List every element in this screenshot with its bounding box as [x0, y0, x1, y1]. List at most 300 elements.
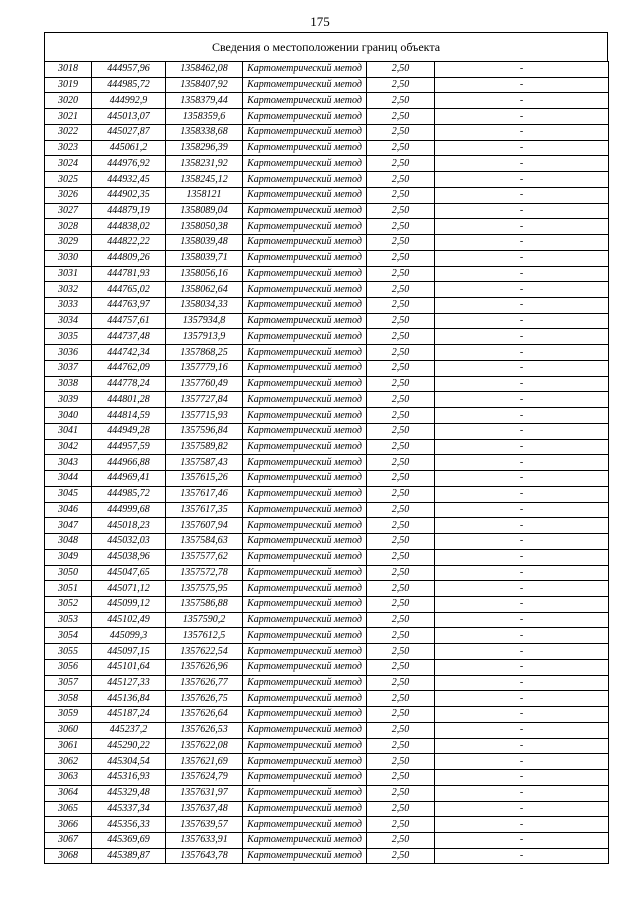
point-number-cell: 3026: [45, 187, 92, 203]
method-cell: Картометрический метод: [243, 518, 367, 534]
accuracy-cell: 2,50: [367, 659, 435, 675]
y-coordinate-cell: 1358338,68: [166, 124, 243, 140]
description-cell: -: [435, 408, 609, 424]
y-coordinate-cell: 1357913,9: [166, 329, 243, 345]
y-coordinate-cell: 1357617,46: [166, 486, 243, 502]
table-row: [45, 77, 609, 93]
point-number-cell: 3030: [45, 250, 92, 266]
y-coordinate-cell: 1357637,48: [166, 801, 243, 817]
table-row: [45, 172, 609, 188]
point-number-cell: 3038: [45, 376, 92, 392]
point-number-cell: 3049: [45, 549, 92, 565]
accuracy-cell: 2,50: [367, 534, 435, 550]
x-coordinate-cell: 445032,03: [92, 534, 166, 550]
accuracy-cell: 2,50: [367, 329, 435, 345]
x-coordinate-cell: 444801,28: [92, 392, 166, 408]
y-coordinate-cell: 1357589,82: [166, 439, 243, 455]
x-coordinate-cell: 444932,45: [92, 172, 166, 188]
y-coordinate-cell: 1357577,62: [166, 549, 243, 565]
y-coordinate-cell: 1357779,16: [166, 360, 243, 376]
method-cell: Картометрический метод: [243, 471, 367, 487]
x-coordinate-cell: 445187,24: [92, 707, 166, 723]
description-cell: -: [435, 691, 609, 707]
accuracy-cell: 2,50: [367, 62, 435, 78]
table-row: [45, 109, 609, 125]
accuracy-cell: 2,50: [367, 219, 435, 235]
method-cell: Картометрический метод: [243, 156, 367, 172]
description-cell: -: [435, 659, 609, 675]
point-number-cell: 3067: [45, 832, 92, 848]
y-coordinate-cell: 1358050,38: [166, 219, 243, 235]
method-cell: Картометрический метод: [243, 408, 367, 424]
method-cell: Картометрический метод: [243, 109, 367, 125]
y-coordinate-cell: 1357575,95: [166, 581, 243, 597]
point-number-cell: 3040: [45, 408, 92, 424]
y-coordinate-cell: 1358062,64: [166, 282, 243, 298]
table-row: [45, 313, 609, 329]
description-cell: -: [435, 392, 609, 408]
y-coordinate-cell: 1357934,8: [166, 313, 243, 329]
x-coordinate-cell: 445304,54: [92, 754, 166, 770]
method-cell: Картометрический метод: [243, 832, 367, 848]
accuracy-cell: 2,50: [367, 156, 435, 172]
method-cell: Картометрический метод: [243, 392, 367, 408]
accuracy-cell: 2,50: [367, 518, 435, 534]
point-number-cell: 3018: [45, 62, 92, 78]
table-row: [45, 471, 609, 487]
point-number-cell: 3023: [45, 140, 92, 156]
point-number-cell: 3032: [45, 282, 92, 298]
point-number-cell: 3019: [45, 77, 92, 93]
boundary-coordinates-sheet: [44, 32, 608, 864]
point-number-cell: 3047: [45, 518, 92, 534]
table-row: [45, 565, 609, 581]
accuracy-cell: 2,50: [367, 628, 435, 644]
x-coordinate-cell: 445136,84: [92, 691, 166, 707]
accuracy-cell: 2,50: [367, 754, 435, 770]
table-row: [45, 801, 609, 817]
y-coordinate-cell: 1357615,26: [166, 471, 243, 487]
accuracy-cell: 2,50: [367, 801, 435, 817]
method-cell: Картометрический метод: [243, 848, 367, 864]
x-coordinate-cell: 444949,28: [92, 423, 166, 439]
accuracy-cell: 2,50: [367, 832, 435, 848]
point-number-cell: 3052: [45, 596, 92, 612]
description-cell: -: [435, 455, 609, 471]
accuracy-cell: 2,50: [367, 298, 435, 314]
point-number-cell: 3041: [45, 423, 92, 439]
accuracy-cell: 2,50: [367, 360, 435, 376]
method-cell: Картометрический метод: [243, 203, 367, 219]
y-coordinate-cell: 1358296,39: [166, 140, 243, 156]
description-cell: -: [435, 187, 609, 203]
accuracy-cell: 2,50: [367, 392, 435, 408]
x-coordinate-cell: 445099,12: [92, 596, 166, 612]
accuracy-cell: 2,50: [367, 455, 435, 471]
x-coordinate-cell: 445027,87: [92, 124, 166, 140]
table-row: [45, 235, 609, 251]
table-row: [45, 345, 609, 361]
method-cell: Картометрический метод: [243, 596, 367, 612]
point-number-cell: 3066: [45, 817, 92, 833]
method-cell: Картометрический метод: [243, 140, 367, 156]
point-number-cell: 3057: [45, 675, 92, 691]
table-row: [45, 707, 609, 723]
point-number-cell: 3060: [45, 722, 92, 738]
method-cell: Картометрический метод: [243, 93, 367, 109]
description-cell: -: [435, 534, 609, 550]
point-number-cell: 3048: [45, 534, 92, 550]
table-row: [45, 250, 609, 266]
y-coordinate-cell: 1357587,43: [166, 455, 243, 471]
table-row: [45, 770, 609, 786]
table-row: [45, 817, 609, 833]
description-cell: -: [435, 518, 609, 534]
accuracy-cell: 2,50: [367, 250, 435, 266]
table-row: [45, 266, 609, 282]
x-coordinate-cell: 444969,41: [92, 471, 166, 487]
method-cell: Картометрический метод: [243, 62, 367, 78]
description-cell: -: [435, 376, 609, 392]
method-cell: Картометрический метод: [243, 770, 367, 786]
x-coordinate-cell: 445329,48: [92, 785, 166, 801]
x-coordinate-cell: 444957,96: [92, 62, 166, 78]
table-row: [45, 93, 609, 109]
description-cell: -: [435, 62, 609, 78]
point-number-cell: 3028: [45, 219, 92, 235]
y-coordinate-cell: 1357572,78: [166, 565, 243, 581]
x-coordinate-cell: 445099,3: [92, 628, 166, 644]
point-number-cell: 3045: [45, 486, 92, 502]
point-number-cell: 3034: [45, 313, 92, 329]
x-coordinate-cell: 444957,59: [92, 439, 166, 455]
method-cell: Картометрический метод: [243, 754, 367, 770]
y-coordinate-cell: 1358231,92: [166, 156, 243, 172]
method-cell: Картометрический метод: [243, 565, 367, 581]
point-number-cell: 3059: [45, 707, 92, 723]
point-number-cell: 3064: [45, 785, 92, 801]
method-cell: Картометрический метод: [243, 439, 367, 455]
table-row: [45, 329, 609, 345]
accuracy-cell: 2,50: [367, 408, 435, 424]
description-cell: -: [435, 156, 609, 172]
accuracy-cell: 2,50: [367, 345, 435, 361]
y-coordinate-cell: 1358056,16: [166, 266, 243, 282]
method-cell: Картометрический метод: [243, 360, 367, 376]
method-cell: Картометрический метод: [243, 785, 367, 801]
accuracy-cell: 2,50: [367, 266, 435, 282]
description-cell: -: [435, 140, 609, 156]
table-row: [45, 549, 609, 565]
x-coordinate-cell: 444966,88: [92, 455, 166, 471]
y-coordinate-cell: 1358359,6: [166, 109, 243, 125]
table-row: [45, 219, 609, 235]
y-coordinate-cell: 1357626,77: [166, 675, 243, 691]
method-cell: Картометрический метод: [243, 376, 367, 392]
y-coordinate-cell: 1357626,53: [166, 722, 243, 738]
y-coordinate-cell: 1358039,71: [166, 250, 243, 266]
accuracy-cell: 2,50: [367, 565, 435, 581]
y-coordinate-cell: 1357727,84: [166, 392, 243, 408]
description-cell: -: [435, 502, 609, 518]
accuracy-cell: 2,50: [367, 722, 435, 738]
method-cell: Картометрический метод: [243, 801, 367, 817]
table-row: [45, 832, 609, 848]
method-cell: Картометрический метод: [243, 298, 367, 314]
page-number: 175: [310, 14, 330, 29]
x-coordinate-cell: 445061,2: [92, 140, 166, 156]
x-coordinate-cell: 445316,93: [92, 770, 166, 786]
method-cell: Картометрический метод: [243, 77, 367, 93]
accuracy-cell: 2,50: [367, 817, 435, 833]
description-cell: -: [435, 549, 609, 565]
point-number-cell: 3039: [45, 392, 92, 408]
description-cell: -: [435, 770, 609, 786]
y-coordinate-cell: 1357639,57: [166, 817, 243, 833]
method-cell: Картометрический метод: [243, 423, 367, 439]
method-cell: Картометрический метод: [243, 219, 367, 235]
accuracy-cell: 2,50: [367, 93, 435, 109]
x-coordinate-cell: 445047,65: [92, 565, 166, 581]
accuracy-cell: 2,50: [367, 738, 435, 754]
y-coordinate-cell: 1358407,92: [166, 77, 243, 93]
description-cell: -: [435, 77, 609, 93]
table-row: [45, 408, 609, 424]
description-cell: -: [435, 313, 609, 329]
y-coordinate-cell: 1357868,25: [166, 345, 243, 361]
y-coordinate-cell: 1357607,94: [166, 518, 243, 534]
y-coordinate-cell: 1358121: [166, 187, 243, 203]
accuracy-cell: 2,50: [367, 203, 435, 219]
accuracy-cell: 2,50: [367, 140, 435, 156]
x-coordinate-cell: 444879,19: [92, 203, 166, 219]
point-number-cell: 3033: [45, 298, 92, 314]
method-cell: Картометрический метод: [243, 455, 367, 471]
point-number-cell: 3022: [45, 124, 92, 140]
y-coordinate-cell: 1358245,12: [166, 172, 243, 188]
table-row: [45, 644, 609, 660]
point-number-cell: 3043: [45, 455, 92, 471]
description-cell: -: [435, 93, 609, 109]
x-coordinate-cell: 444822,22: [92, 235, 166, 251]
point-number-cell: 3058: [45, 691, 92, 707]
table-row: [45, 502, 609, 518]
table-title: Сведения о местоположении границ объекта: [211, 39, 441, 54]
method-cell: Картометрический метод: [243, 486, 367, 502]
table-row: [45, 534, 609, 550]
description-cell: -: [435, 250, 609, 266]
x-coordinate-cell: 445013,07: [92, 109, 166, 125]
y-coordinate-cell: 1358034,33: [166, 298, 243, 314]
method-cell: Картометрический метод: [243, 644, 367, 660]
table-row: [45, 376, 609, 392]
y-coordinate-cell: 1357584,63: [166, 534, 243, 550]
description-cell: -: [435, 707, 609, 723]
x-coordinate-cell: 445290,22: [92, 738, 166, 754]
point-number-cell: 3061: [45, 738, 92, 754]
point-number-cell: 3037: [45, 360, 92, 376]
x-coordinate-cell: 445038,96: [92, 549, 166, 565]
method-cell: Картометрический метод: [243, 817, 367, 833]
description-cell: -: [435, 754, 609, 770]
method-cell: Картометрический метод: [243, 549, 367, 565]
accuracy-cell: 2,50: [367, 675, 435, 691]
y-coordinate-cell: 1357643,78: [166, 848, 243, 864]
table-row: [45, 360, 609, 376]
method-cell: Картометрический метод: [243, 124, 367, 140]
y-coordinate-cell: 1357586,88: [166, 596, 243, 612]
point-number-cell: 3021: [45, 109, 92, 125]
table-row: [45, 298, 609, 314]
point-number-cell: 3055: [45, 644, 92, 660]
point-number-cell: 3035: [45, 329, 92, 345]
accuracy-cell: 2,50: [367, 187, 435, 203]
x-coordinate-cell: 444985,72: [92, 77, 166, 93]
method-cell: Картометрический метод: [243, 675, 367, 691]
table-row: [45, 282, 609, 298]
x-coordinate-cell: 445389,87: [92, 848, 166, 864]
table-row: [45, 691, 609, 707]
accuracy-cell: 2,50: [367, 707, 435, 723]
table-row: [45, 486, 609, 502]
x-coordinate-cell: 444757,61: [92, 313, 166, 329]
x-coordinate-cell: 444838,02: [92, 219, 166, 235]
point-number-cell: 3027: [45, 203, 92, 219]
method-cell: Картометрический метод: [243, 282, 367, 298]
description-cell: -: [435, 581, 609, 597]
accuracy-cell: 2,50: [367, 581, 435, 597]
x-coordinate-cell: 444992,9: [92, 93, 166, 109]
x-coordinate-cell: 445127,33: [92, 675, 166, 691]
x-coordinate-cell: 445071,12: [92, 581, 166, 597]
description-cell: -: [435, 345, 609, 361]
x-coordinate-cell: 445018,23: [92, 518, 166, 534]
x-coordinate-cell: 445101,64: [92, 659, 166, 675]
y-coordinate-cell: 1358462,08: [166, 62, 243, 78]
accuracy-cell: 2,50: [367, 124, 435, 140]
x-coordinate-cell: 444742,34: [92, 345, 166, 361]
x-coordinate-cell: 444809,26: [92, 250, 166, 266]
accuracy-cell: 2,50: [367, 502, 435, 518]
point-number-cell: 3036: [45, 345, 92, 361]
point-number-cell: 3025: [45, 172, 92, 188]
x-coordinate-cell: 445102,49: [92, 612, 166, 628]
description-cell: -: [435, 266, 609, 282]
accuracy-cell: 2,50: [367, 282, 435, 298]
x-coordinate-cell: 444976,92: [92, 156, 166, 172]
accuracy-cell: 2,50: [367, 235, 435, 251]
description-cell: -: [435, 644, 609, 660]
description-cell: -: [435, 298, 609, 314]
point-number-cell: 3065: [45, 801, 92, 817]
accuracy-cell: 2,50: [367, 612, 435, 628]
point-number-cell: 3056: [45, 659, 92, 675]
accuracy-cell: 2,50: [367, 423, 435, 439]
description-cell: -: [435, 675, 609, 691]
accuracy-cell: 2,50: [367, 486, 435, 502]
description-cell: -: [435, 832, 609, 848]
table-row: [45, 203, 609, 219]
description-cell: -: [435, 439, 609, 455]
table-row: [45, 675, 609, 691]
accuracy-cell: 2,50: [367, 109, 435, 125]
point-number-cell: 3042: [45, 439, 92, 455]
point-number-cell: 3031: [45, 266, 92, 282]
method-cell: Картометрический метод: [243, 329, 367, 345]
description-cell: -: [435, 848, 609, 864]
method-cell: Картометрический метод: [243, 266, 367, 282]
method-cell: Картометрический метод: [243, 707, 367, 723]
description-cell: -: [435, 817, 609, 833]
table-row: [45, 518, 609, 534]
table-row: [45, 156, 609, 172]
accuracy-cell: 2,50: [367, 848, 435, 864]
description-cell: -: [435, 219, 609, 235]
table-row: [45, 581, 609, 597]
y-coordinate-cell: 1357626,75: [166, 691, 243, 707]
accuracy-cell: 2,50: [367, 691, 435, 707]
accuracy-cell: 2,50: [367, 439, 435, 455]
accuracy-cell: 2,50: [367, 596, 435, 612]
accuracy-cell: 2,50: [367, 549, 435, 565]
accuracy-cell: 2,50: [367, 376, 435, 392]
y-coordinate-cell: 1357612,5: [166, 628, 243, 644]
description-cell: -: [435, 565, 609, 581]
point-number-cell: 3029: [45, 235, 92, 251]
method-cell: Картометрический метод: [243, 612, 367, 628]
x-coordinate-cell: 444985,72: [92, 486, 166, 502]
description-cell: -: [435, 203, 609, 219]
x-coordinate-cell: 445097,15: [92, 644, 166, 660]
description-cell: -: [435, 124, 609, 140]
table-row: [45, 62, 609, 78]
description-cell: -: [435, 282, 609, 298]
description-cell: -: [435, 785, 609, 801]
point-number-cell: 3044: [45, 471, 92, 487]
x-coordinate-cell: 444737,48: [92, 329, 166, 345]
point-number-cell: 3062: [45, 754, 92, 770]
accuracy-cell: 2,50: [367, 471, 435, 487]
table-row: [45, 722, 609, 738]
description-cell: -: [435, 109, 609, 125]
method-cell: Картометрический метод: [243, 235, 367, 251]
table-row: [45, 738, 609, 754]
y-coordinate-cell: 1357622,54: [166, 644, 243, 660]
method-cell: Картометрический метод: [243, 534, 367, 550]
description-cell: -: [435, 235, 609, 251]
y-coordinate-cell: 1358039,48: [166, 235, 243, 251]
y-coordinate-cell: 1357626,96: [166, 659, 243, 675]
point-number-cell: 3024: [45, 156, 92, 172]
y-coordinate-cell: 1357633,91: [166, 832, 243, 848]
table-row: [45, 439, 609, 455]
y-coordinate-cell: 1357624,79: [166, 770, 243, 786]
table-row: [45, 628, 609, 644]
x-coordinate-cell: 445337,34: [92, 801, 166, 817]
table-row: [45, 423, 609, 439]
x-coordinate-cell: 445356,33: [92, 817, 166, 833]
method-cell: Картометрический метод: [243, 691, 367, 707]
y-coordinate-cell: 1358379,44: [166, 93, 243, 109]
coordinates-table-body: [45, 62, 609, 864]
x-coordinate-cell: 444814,59: [92, 408, 166, 424]
description-cell: -: [435, 628, 609, 644]
method-cell: Картометрический метод: [243, 502, 367, 518]
x-coordinate-cell: 444765,02: [92, 282, 166, 298]
table-row: [45, 596, 609, 612]
point-number-cell: 3054: [45, 628, 92, 644]
description-cell: -: [435, 801, 609, 817]
